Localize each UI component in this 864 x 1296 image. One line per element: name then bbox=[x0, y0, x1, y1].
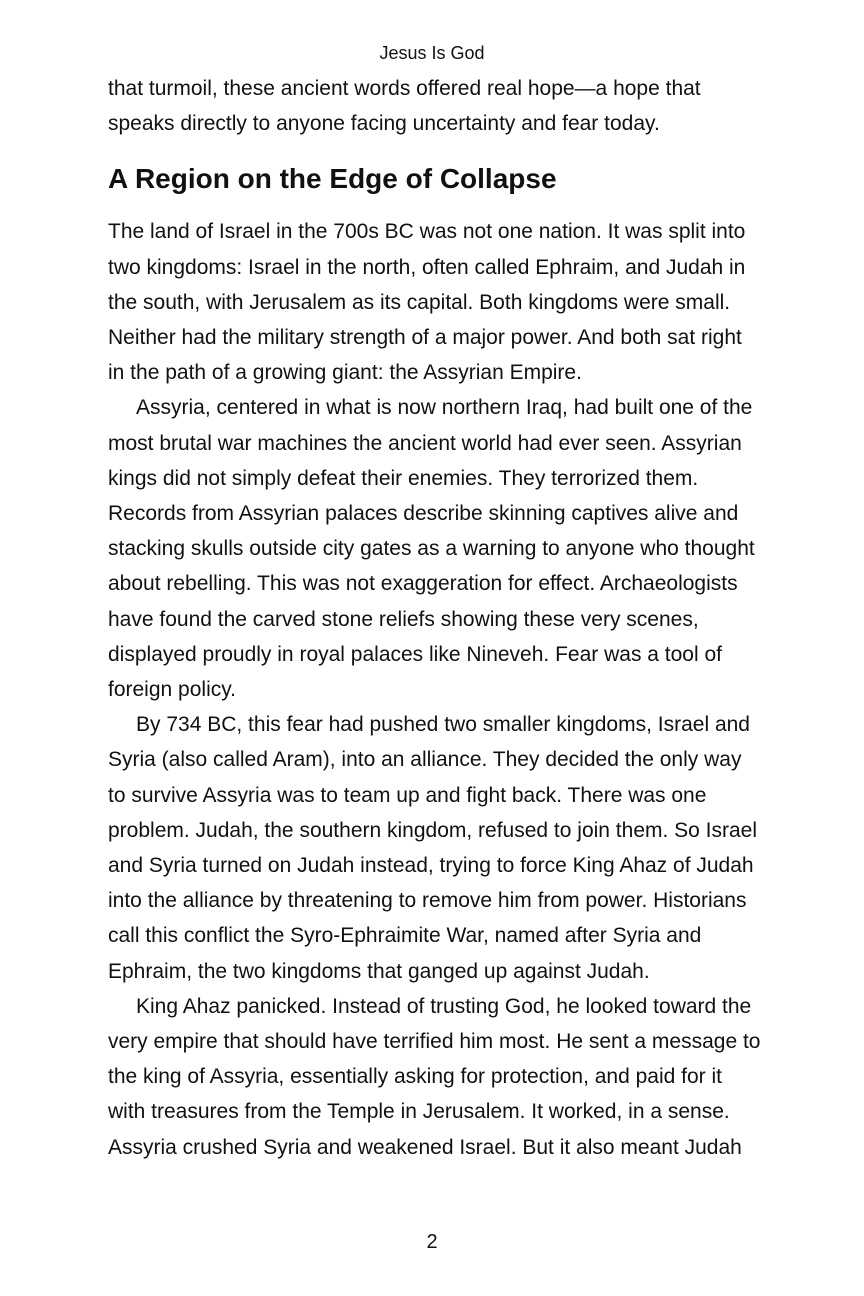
body-paragraph bbox=[108, 989, 798, 1165]
text-line: Records from Assyrian palaces describe skinning captives alive and bbox=[108, 502, 739, 526]
text-line: King Ahaz panicked. Instead of trusting God, he looked toward the bbox=[136, 994, 752, 1018]
running-header: Jesus Is God bbox=[379, 43, 485, 63]
text-line: with treasures from the Temple in Jerusalem. It worked, in a sense. bbox=[108, 1100, 730, 1124]
text-line: stacking skulls outside city gates as a warning to anyone who thought bbox=[108, 537, 755, 561]
text-line: displayed proudly in royal palaces like Nineveh. Fear was a tool of bbox=[108, 642, 722, 666]
text-line: The land of Israel in the 700s BC was not one nation. It was split into bbox=[108, 220, 746, 244]
text-line: have found the carved stone reliefs showing these very scenes, bbox=[108, 607, 699, 631]
text-line: very empire that should have terrified him most. He sent a message to bbox=[108, 1030, 761, 1054]
body-paragraph bbox=[108, 390, 798, 707]
text-line: Ephraim, the two kingdoms that ganged up against Judah. bbox=[108, 959, 650, 983]
text-line: the king of Assyria, essentially asking for protection, and paid for it bbox=[108, 1065, 722, 1089]
body-paragraph bbox=[108, 707, 798, 989]
text-line: foreign policy. bbox=[108, 678, 237, 702]
text-line: most brutal war machines the ancient world had ever seen. Assyrian bbox=[108, 431, 742, 455]
text-line: that turmoil, these ancient words offered real hope—a hope that bbox=[108, 77, 701, 100]
body-paragraph bbox=[108, 214, 798, 390]
page-body bbox=[108, 71, 798, 1165]
section-heading: A Region on the Edge of Collapse bbox=[108, 163, 557, 195]
text-line: Neither had the military strength of a major power. And both sat right bbox=[108, 326, 742, 350]
text-line: about rebelling. This was not exaggeration for effect. Archaeologists bbox=[108, 572, 738, 596]
text-line: Assyria, centered in what is now northern Iraq, had built one of the bbox=[136, 396, 753, 420]
text-line: problem. Judah, the southern kingdom, refused to join them. So Israel bbox=[108, 818, 758, 842]
text-line: and Syria turned on Judah instead, trying to force King Ahaz of Judah bbox=[108, 854, 754, 878]
text-line: call this conflict the Syro-Ephraimite War, named after Syria and bbox=[108, 924, 702, 948]
text-line: the south, with Jerusalem as its capital. Both kingdoms were small. bbox=[108, 290, 731, 314]
text-line: speaks directly to anyone facing uncertainty and fear today. bbox=[108, 112, 660, 136]
intro-paragraph bbox=[108, 71, 798, 141]
text-line: kings did not simply defeat their enemies. They terrorized them. bbox=[108, 466, 699, 490]
text-line: to survive Assyria was to team up and fight back. There was one bbox=[108, 783, 707, 807]
text-line: two kingdoms: Israel in the north, often called Ephraim, and Judah in bbox=[108, 255, 746, 279]
text-line: in the path of a growing giant: the Assyrian Empire. bbox=[108, 361, 582, 385]
text-line: Syria (also called Aram), into an alliance. They decided the only way bbox=[108, 748, 742, 772]
page-number: 2 bbox=[426, 1231, 438, 1253]
text-line: By 734 BC, this fear had pushed two smaller kingdoms, Israel and bbox=[136, 713, 750, 737]
text-line: Assyria crushed Syria and weakened Israel. But it also meant Judah bbox=[108, 1135, 742, 1159]
text-line: into the alliance by threatening to remove him from power. Historians bbox=[108, 889, 747, 913]
